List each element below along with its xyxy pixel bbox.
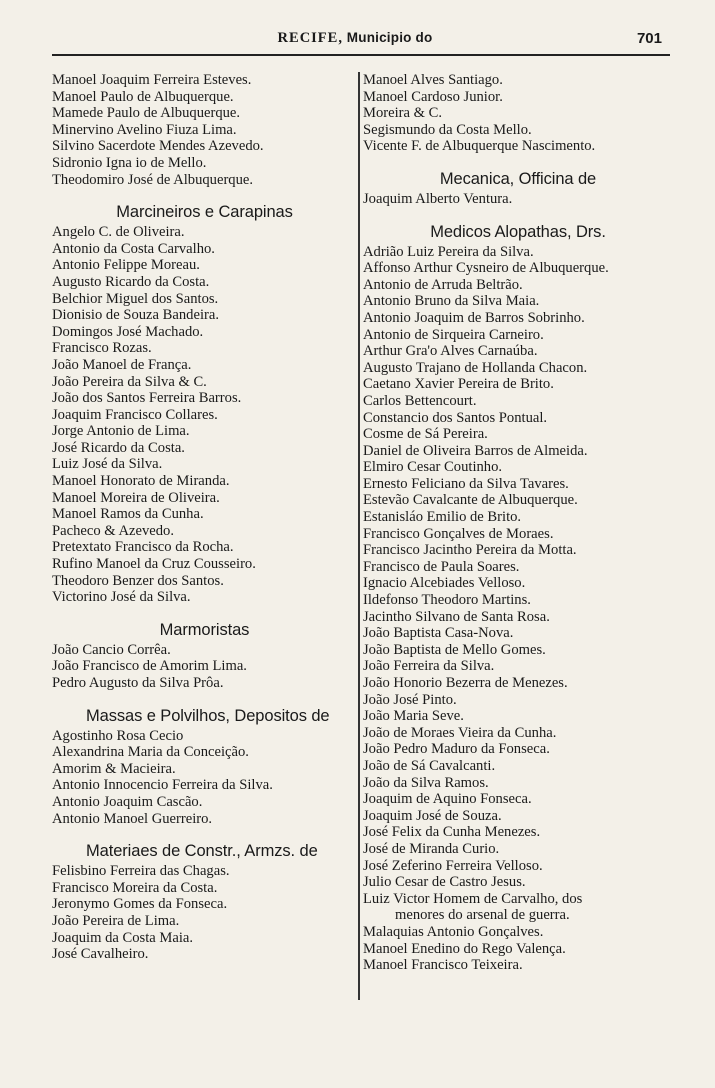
list-item: Malaquias Antonio Gonçalves. — [363, 923, 544, 940]
list-item: Jacintho Silvano de Santa Rosa. — [363, 608, 550, 625]
list-item: Carlos Bettencourt. — [363, 392, 477, 409]
list-item: João Baptista de Mello Gomes. — [363, 641, 546, 658]
list-item: Vicente F. de Albuquerque Nascimento. — [363, 138, 596, 155]
list-item: Victorino José da Silva. — [52, 589, 191, 606]
list-item: Silvino Sacerdote Mendes Azevedo. — [52, 138, 264, 155]
list-item: Moreira & C. — [363, 105, 443, 122]
section-heading-mecanica: Mecanica, Officina de — [439, 169, 597, 188]
list-item: Alexandrina Maria da Conceição. — [52, 744, 249, 761]
section-heading-materiaes: Materiaes de Constr., Armzs. de — [86, 842, 318, 861]
list-item: João Ferreira da Silva. — [363, 658, 495, 675]
list-item: Estevão Cavalcante de Albuquerque. — [363, 492, 578, 509]
list-item: João Baptista Casa-Nova. — [363, 625, 514, 642]
list-item: João José Pinto. — [363, 691, 457, 708]
right-column — [363, 72, 673, 974]
list-item: Caetano Xavier Pereira de Brito. — [363, 376, 554, 393]
list-item: Dionisio de Souza Bandeira. — [52, 307, 219, 324]
list-item: Jorge Antonio de Lima. — [52, 423, 190, 440]
running-title-rest: Municipio do — [346, 30, 433, 45]
list-item: José Cavalheiro. — [52, 946, 149, 963]
list-item: Affonso Arthur Cysneiro de Albuquerque. — [363, 260, 609, 277]
list-item: Angelo C. de Oliveira. — [52, 224, 185, 241]
list-item: João Cancio Corrêa. — [52, 641, 171, 658]
list-item: Pedro Augusto da Silva Prôa. — [52, 675, 224, 691]
list-item: João Manoel de França. — [52, 356, 192, 373]
header-rule — [52, 54, 670, 56]
list-item: Manoel Cardoso Junior. — [363, 88, 503, 105]
list-item: Manoel Alves Santiago. — [363, 72, 503, 88]
list-item: João dos Santos Ferreira Barros. — [52, 390, 242, 407]
list-item: Ignacio Alcebiades Velloso. — [363, 575, 526, 592]
list-item: Antonio Innocencio Ferreira da Silva. — [52, 777, 273, 794]
list-item: Augusto Ricardo da Costa. — [52, 273, 210, 290]
list-item: Cosme de Sá Pereira. — [363, 426, 488, 443]
running-title-city: RECIFE, — [277, 30, 343, 46]
list-item: Adrião Luiz Pereira da Silva. — [363, 243, 534, 260]
list-item: João da Silva Ramos. — [363, 774, 489, 791]
section-heading-marmoristas: Marmoristas — [159, 620, 250, 639]
running-title — [40, 30, 670, 47]
list-item: Antonio de Sirqueira Carneiro. — [363, 326, 544, 343]
list-item: Constancio dos Santos Pontual. — [363, 409, 548, 426]
section-heading-massas: Massas e Polvilhos, Depositos de — [86, 706, 330, 725]
list-item: Agostinho Rosa Cecio — [52, 727, 184, 744]
list-item: Estanisláo Emilio de Brito. — [363, 509, 522, 526]
list-item: Sidronio Igna io de Mello. — [52, 154, 207, 171]
list-item: Francisco Rozas. — [52, 340, 152, 357]
page-header — [40, 30, 670, 52]
list-item: Segismundo da Costa Mello. — [363, 121, 532, 138]
list-item: Manoel Moreira de Oliveira. — [52, 489, 220, 506]
list-item: Theodoro Benzer dos Santos. — [52, 572, 224, 589]
list-item: Joaquim Alberto Ventura. — [363, 190, 513, 207]
left-column — [52, 72, 357, 963]
list-item: Daniel de Oliveira Barros de Almeida. — [363, 442, 588, 459]
list-item: João Honorio Bezerra de Menezes. — [363, 675, 568, 691]
list-item: Manoel Paulo de Albuquerque. — [52, 88, 234, 105]
list-item: Julio Cesar de Castro Jesus. — [363, 874, 526, 891]
list-item: Arthur Gra'o Alves Carnaúba. — [363, 343, 538, 360]
list-item: Augusto Trajano de Hollanda Chacon. — [363, 359, 588, 376]
list-item: Theodomiro José de Albuquerque. — [52, 171, 254, 188]
list-item: Domingos José Machado. — [52, 323, 204, 340]
list-item: João de Moraes Vieira da Cunha. — [363, 724, 557, 741]
list-item: João Maria Seve. — [363, 708, 464, 725]
list-item: Minervino Avelino Fiuza Lima. — [52, 121, 237, 138]
list-item: João Pereira da Silva & C. — [52, 373, 207, 390]
list-item: Joaquim Francisco Collares. — [52, 406, 218, 423]
list-item: José Felix da Cunha Menezes. — [363, 824, 541, 841]
list-item: João Francisco de Amorim Lima. — [52, 658, 247, 675]
list-item: Francisco de Paula Soares. — [363, 558, 520, 575]
list-item: Antonio Joaquim Cascão. — [52, 793, 203, 810]
list-item: Manoel Ramos da Cunha. — [52, 506, 204, 523]
list-item: Antonio Joaquim de Barros Sobrinho. — [363, 309, 585, 326]
list-item: Mamede Paulo de Albuquerque. — [52, 105, 241, 122]
list-item: José Ricardo da Costa. — [52, 439, 185, 456]
section-heading-medicos: Medicos Alopathas, Drs. — [430, 222, 606, 241]
list-item: Jeronymo Gomes da Fonseca. — [52, 896, 228, 913]
list-item: José de Miranda Curio. — [363, 840, 500, 857]
list-item: Antonio Felippe Moreau. — [52, 257, 200, 274]
list-item: Francisco Jacintho Pereira da Motta. — [363, 542, 577, 559]
list-item: Antonio da Costa Carvalho. — [52, 240, 215, 257]
list-item: João Pereira de Lima. — [52, 912, 180, 929]
list-item: Francisco Moreira da Costa. — [52, 879, 218, 896]
list-item: Amorim & Macieira. — [52, 760, 176, 777]
list-item: José Zeferino Ferreira Velloso. — [363, 857, 543, 874]
column-divider — [358, 72, 360, 1000]
list-item: João de Sá Cavalcanti. — [363, 757, 496, 774]
list-item: Joaquim José de Souza. — [363, 807, 502, 824]
list-item-continuation: menores do arsenal de guerra. — [395, 907, 570, 924]
list-item: Ernesto Feliciano da Silva Tavares. — [363, 475, 569, 492]
list-item: Antonio Manoel Guerreiro. — [52, 810, 213, 827]
list-item: Manoel Enedino do Rego Valença. — [363, 940, 566, 957]
list-item: Luiz Victor Homem de Carvalho, dos — [363, 890, 583, 907]
list-item: Antonio Bruno da Silva Maia. — [363, 293, 540, 310]
list-item: Rufino Manoel da Cruz Cousseiro. — [52, 556, 256, 573]
list-item: Felisbino Ferreira das Chagas. — [52, 863, 230, 880]
list-item: Pacheco & Azevedo. — [52, 522, 174, 539]
list-item: Elmiro Cesar Coutinho. — [363, 459, 503, 476]
list-item: Francisco Gonçalves de Moraes. — [363, 525, 554, 542]
list-item: Belchior Miguel dos Santos. — [52, 290, 219, 307]
list-item: Antonio de Arruda Beltrão. — [363, 276, 523, 293]
section-heading-marcineiros: Marcineiros e Carapinas — [116, 203, 293, 222]
list-item: Manoel Joaquim Ferreira Esteves. — [52, 72, 252, 88]
list-item: Manoel Honorato de Miranda. — [52, 473, 230, 490]
page-number: 701 — [636, 30, 662, 47]
list-item: Ildefonso Theodoro Martins. — [363, 592, 531, 609]
list-item: Luiz José da Silva. — [52, 456, 163, 473]
list-item: Pretextato Francisco da Rocha. — [52, 539, 234, 556]
list-item: Manoel Francisco Teixeira. — [363, 957, 523, 974]
list-item: Joaquim da Costa Maia. — [52, 929, 194, 946]
list-item: Joaquim de Aquino Fonseca. — [363, 791, 532, 808]
list-item: João Pedro Maduro da Fonseca. — [363, 741, 550, 758]
